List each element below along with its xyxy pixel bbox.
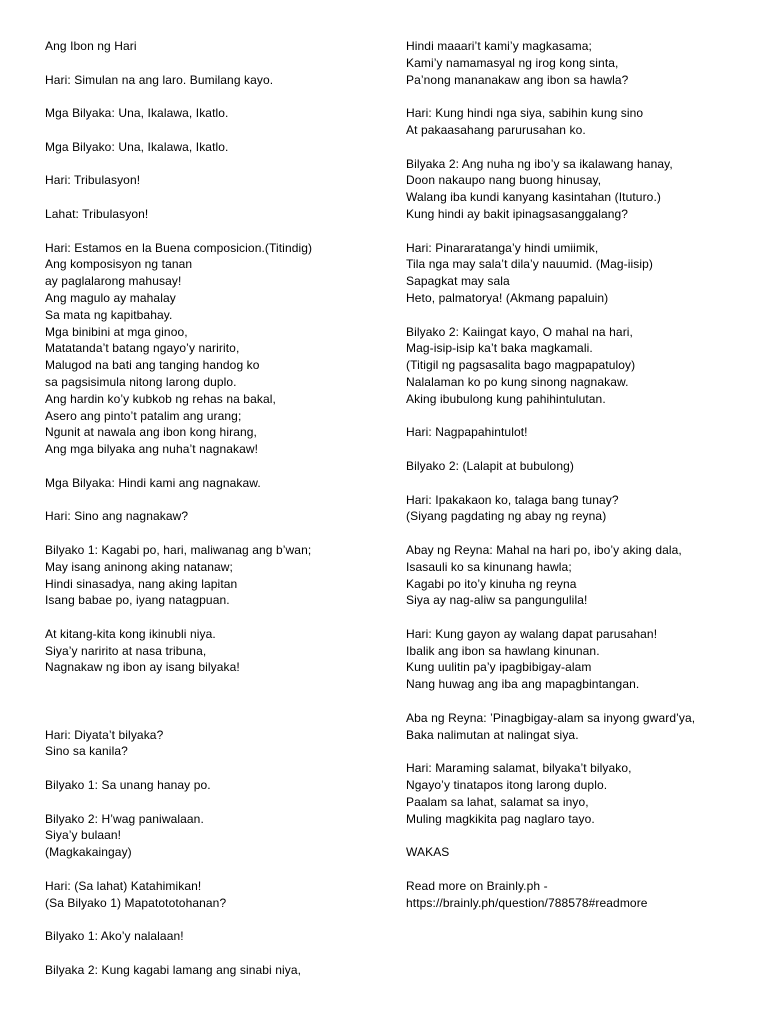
script-line: Muling magkikita pag naglaro tayo. bbox=[406, 811, 595, 826]
script-paragraph bbox=[45, 626, 375, 676]
script-line: Isasauli ko sa kinunang hawla; bbox=[406, 559, 572, 574]
script-line: Bilyaka 2: Ang nuha ng ibo’y sa ikalawang hanay, bbox=[406, 156, 673, 171]
script-line: Baka nalimutan at nalingat siya. bbox=[406, 727, 579, 742]
script-line: Walang iba kundi kanyang kasintahan (Ituturo.) bbox=[406, 190, 661, 205]
script-line: Mga binibini at mga ginoo, bbox=[45, 324, 188, 339]
script-line: Doon nakaupo nang buong hinusay, bbox=[406, 173, 602, 188]
script-line: Hari: Nagpapahintulot! bbox=[406, 425, 528, 440]
script-line: Bilyako 2: Kaiingat kayo, O mahal na hari, bbox=[406, 324, 633, 339]
script-line: Bilyako 1: Ako’y nalalaan! bbox=[45, 929, 184, 944]
script-line: Malugod na bati ang tanging handog ko bbox=[45, 358, 260, 373]
script-paragraph bbox=[45, 878, 375, 912]
script-paragraph bbox=[406, 424, 746, 441]
script-paragraph bbox=[406, 240, 746, 307]
script-paragraph bbox=[45, 475, 375, 492]
script-line: ay paglalarong mahusay! bbox=[45, 274, 182, 289]
script-line: Lahat: Tribulasyon! bbox=[45, 206, 149, 221]
script-line: Abay ng Reyna: Mahal na hari po, ibo’y aking dala, bbox=[406, 542, 682, 557]
script-line: Matatanda’t batang ngayo’y naririto, bbox=[45, 341, 240, 356]
script-line: WAKAS bbox=[406, 845, 450, 860]
script-line: Nalalaman ko po kung sinong nagnakaw. bbox=[406, 374, 629, 389]
script-line: Hindi sinasadya, nang aking lapitan bbox=[45, 576, 238, 591]
script-line: Aking ibubulong kung pahihintulutan. bbox=[406, 391, 606, 406]
script-line: Mga Bilyako: Una, Ikalawa, Ikatlo. bbox=[45, 139, 229, 154]
script-line: Kami’y namamasyal ng irog kong sinta, bbox=[406, 55, 619, 70]
script-line: Asero ang pinto’t patalim ang urang; bbox=[45, 408, 242, 423]
script-paragraph bbox=[45, 172, 375, 189]
script-line: Hari: Estamos en la Buena composicion.(Titindig) bbox=[45, 240, 313, 255]
script-paragraph bbox=[45, 240, 375, 458]
script-line: Bilyako 1: Kagabi po, hari, maliwanag ang b’wan; bbox=[45, 542, 312, 557]
script-line: Nang huwag ang iba ang mapagbintangan. bbox=[406, 677, 640, 692]
script-line: At pakaasahang parurusahan ko. bbox=[406, 122, 586, 137]
script-line: Hari: Kung hindi nga siya, sabihin kung sino bbox=[406, 106, 644, 121]
script-paragraph bbox=[45, 542, 375, 609]
script-line: (Siyang pagdating ng abay ng reyna) bbox=[406, 509, 607, 524]
script-line: Siya’y bulaan! bbox=[45, 828, 122, 843]
script-paragraph bbox=[406, 458, 746, 475]
script-line: Hari: Kung gayon ay walang dapat parusahan! bbox=[406, 626, 658, 641]
script-line: Bilyako 2: (Lalapit at bubulong) bbox=[406, 458, 574, 473]
script-line: Hari: Pinararatanga’y hindi umiimik, bbox=[406, 240, 599, 255]
script-line: Tila nga may sala’t dila’y nauumid. (Mag-iisip) bbox=[406, 257, 654, 272]
script-line: Isang babae po, iyang natagpuan. bbox=[45, 593, 230, 608]
script-line: Hari: Ipakakaon ko, talaga bang tunay? bbox=[406, 492, 619, 507]
script-line: Bilyaka 2: Kung kagabi lamang ang sinabi niya, bbox=[45, 962, 302, 977]
script-line: (Sa Bilyako 1) Mapatototohanan? bbox=[45, 895, 227, 910]
script-line: (Magkakaingay) bbox=[45, 845, 132, 860]
script-paragraph bbox=[45, 206, 375, 223]
script-line: https://brainly.ph/question/788578#readmore bbox=[406, 895, 648, 910]
script-paragraph bbox=[406, 844, 746, 861]
script-line: Hari: Tribulasyon! bbox=[45, 173, 141, 188]
script-line: sa pagsisimula nitong larong duplo. bbox=[45, 374, 237, 389]
script-paragraph bbox=[45, 727, 375, 761]
script-line: Nagnakaw ng ibon ay isang bilyaka! bbox=[45, 660, 240, 675]
script-paragraph bbox=[406, 626, 746, 693]
script-paragraph bbox=[406, 760, 746, 827]
script-paragraph bbox=[45, 72, 375, 89]
script-paragraph bbox=[45, 508, 375, 525]
script-line: Hari: Maraming salamat, bilyaka’t bilyako, bbox=[406, 761, 632, 776]
script-paragraph bbox=[45, 139, 375, 156]
script-line: Hari: (Sa lahat) Katahimikan! bbox=[45, 878, 202, 893]
script-paragraph bbox=[406, 492, 746, 526]
script-line: Ang mga bilyaka ang nuha’t nagnakaw! bbox=[45, 442, 259, 457]
script-line: At kitang-kita kong ikinubli niya. bbox=[45, 626, 216, 641]
script-line: Hari: Sino ang nagnakaw? bbox=[45, 509, 189, 524]
script-paragraph bbox=[45, 962, 375, 979]
script-paragraph bbox=[45, 38, 375, 55]
script-line: Ang magulo ay mahalay bbox=[45, 290, 176, 305]
script-line: (Titigil ng pagsasalita bago magpapatuloy) bbox=[406, 358, 636, 373]
script-paragraph bbox=[406, 105, 746, 139]
script-paragraph bbox=[406, 156, 746, 223]
script-paragraph bbox=[406, 710, 746, 744]
script-paragraph bbox=[45, 811, 375, 861]
script-paragraph bbox=[406, 878, 746, 912]
script-line: Mga Bilyaka: Hindi kami ang nagnakaw. bbox=[45, 475, 261, 490]
script-line: Kung hindi ay bakit ipinagsasanggalang? bbox=[406, 206, 629, 221]
script-paragraph bbox=[45, 928, 375, 945]
script-line: Aba ng Reyna: ’Pinagbigay-alam sa inyong gward’ya, bbox=[406, 710, 696, 725]
script-line: Hindi maaari’t kami’y magkasama; bbox=[406, 39, 592, 53]
script-paragraph bbox=[45, 105, 375, 122]
script-line: Ibalik ang ibon sa hawlang kinunan. bbox=[406, 643, 600, 658]
left-column bbox=[45, 38, 375, 995]
script-line: Paalam sa lahat, salamat sa inyo, bbox=[406, 794, 589, 809]
script-line: Hari: Simulan na ang laro. Bumilang kayo. bbox=[45, 72, 274, 87]
script-line: Bilyako 1: Sa unang hanay po. bbox=[45, 778, 211, 793]
script-line: Mga Bilyaka: Una, Ikalawa, Ikatlo. bbox=[45, 106, 229, 121]
script-paragraph bbox=[406, 542, 746, 609]
script-paragraph bbox=[406, 38, 746, 88]
script-line: Siya’y naririto at nasa tribuna, bbox=[45, 643, 207, 658]
right-column bbox=[406, 38, 746, 928]
script-line: Ngunit at nawala ang ibon kong hirang, bbox=[45, 425, 257, 440]
script-line: May isang aninong aking natanaw; bbox=[45, 559, 233, 574]
script-line: Sino sa kanila? bbox=[45, 744, 128, 759]
script-line: Pa’nong mananakaw ang ibon sa hawla? bbox=[406, 72, 629, 87]
script-line: Read more on Brainly.ph - bbox=[406, 878, 548, 893]
script-line: Sa mata ng kapitbahay. bbox=[45, 307, 173, 322]
script-paragraph bbox=[406, 324, 746, 408]
script-line: Heto, palmatorya! (Akmang papaluin) bbox=[406, 290, 609, 305]
script-line: Siya ay nag-aliw sa pangungulila! bbox=[406, 593, 588, 608]
script-line: Mag-isip-isip ka’t baka magkamali. bbox=[406, 341, 593, 356]
script-line: Ang komposisyon ng tanan bbox=[45, 257, 193, 272]
script-line: Kung uulitin pa’y ipagbibigay-alam bbox=[406, 660, 592, 675]
script-line: Ang hardin ko’y kubkob ng rehas na bakal, bbox=[45, 391, 276, 406]
script-paragraph bbox=[45, 777, 375, 794]
script-line: Ngayo’y tinatapos itong larong duplo. bbox=[406, 778, 608, 793]
script-line: Ang Ibon ng Hari bbox=[45, 39, 137, 53]
script-line: Kagabi po ito’y kinuha ng reyna bbox=[406, 576, 577, 591]
script-line: Hari: Diyata’t bilyaka? bbox=[45, 727, 164, 742]
script-line: Bilyako 2: H’wag paniwalaan. bbox=[45, 811, 204, 826]
script-line: Sapagkat may sala bbox=[406, 274, 510, 289]
